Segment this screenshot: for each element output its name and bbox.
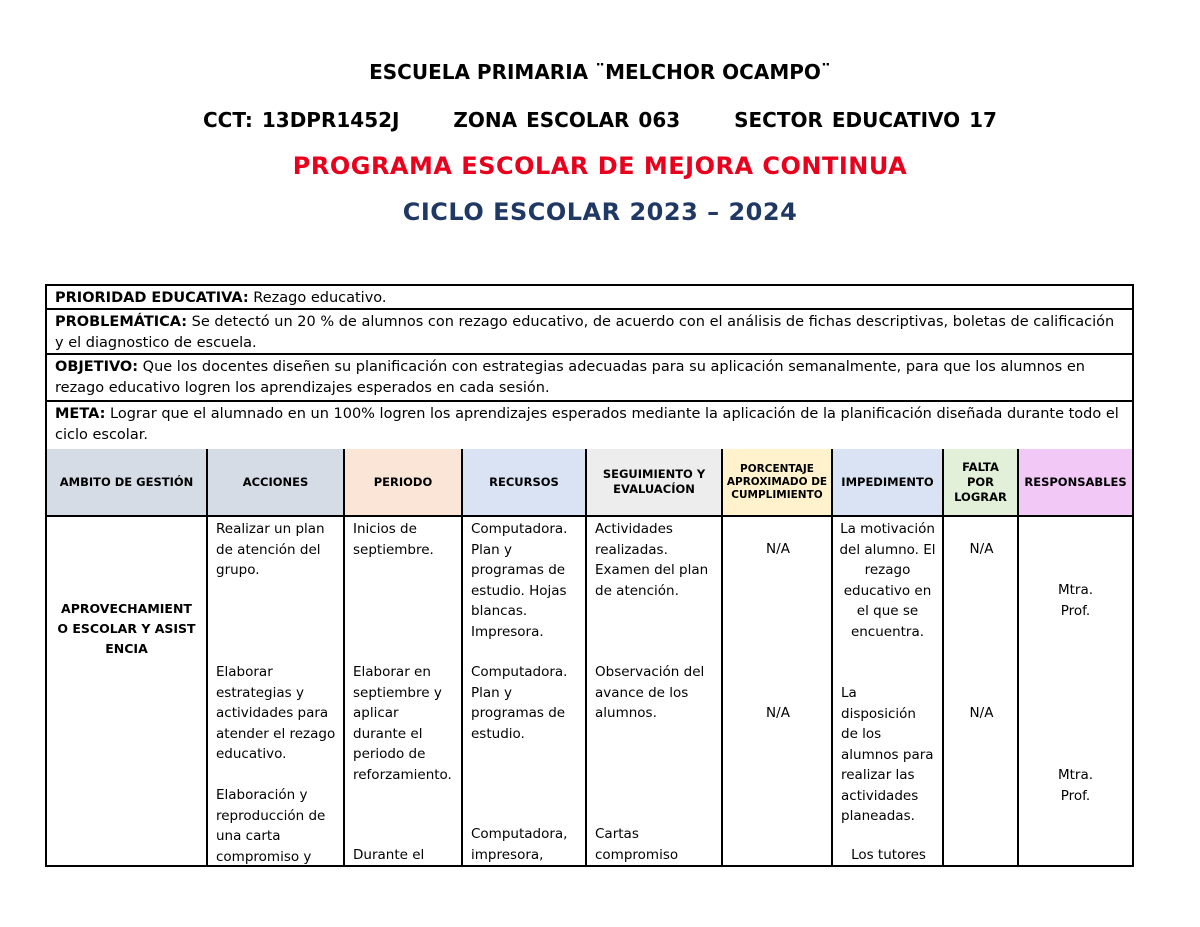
actions-grid (47, 449, 1132, 865)
col-porcentaje: PORCENTAJE APROXIMADO DE CUMPLIMIENTO (722, 449, 832, 516)
porcentaje-2: N/A (766, 705, 790, 721)
impedimento-1: La motivación del alumno. El rezago educativo en el que se encuentra. (839, 521, 936, 640)
col-falta: FALTA POR LOGRAR (943, 449, 1018, 516)
objetivo-label: OBJETIVO: (55, 359, 139, 375)
prioridad-text: Rezago educativo. (248, 290, 387, 306)
seguimiento-2: Observación del avance de los alumnos. (595, 664, 705, 721)
falta-2: N/A (969, 705, 994, 721)
zona-escolar: ZONA ESCOLAR 063 (453, 108, 681, 132)
responsable-2: Mtra. Prof. (1057, 767, 1094, 804)
seguimiento-3: Cartas compromiso (595, 826, 679, 863)
seguimiento-1: Actividades realizadas. Examen del plan de atención. (595, 521, 709, 599)
impedimento-2: La disposición de los alumnos para realizar las actividades planeadas. (841, 685, 934, 824)
porcentaje-1: N/A (766, 541, 790, 557)
ambito-cell: APROVECHAMIENTO ESCOLAR Y ASISTENCIA (57, 601, 196, 656)
sector-educativo: SECTOR EDUCATIVO 17 (734, 108, 997, 132)
program-title: PROGRAMA ESCOLAR DE MEJORA CONTINUA (292, 152, 908, 180)
plan-table (45, 284, 1134, 867)
cct-code: CCT: 13DPR1452J (203, 108, 400, 132)
recursos-1: Computadora. Plan y programas de estudio. Hojas blancas. Impresora. (471, 521, 568, 640)
prioridad-row (47, 286, 1132, 310)
accion-2: Elaborar estrategias y actividades para atender el rezago educativo. (216, 664, 336, 762)
col-periodo: PERIODO (344, 449, 462, 516)
problematica-label: PROBLEMÁTICA: (55, 314, 188, 330)
periodo-1: Inicios de septiembre. (353, 521, 434, 558)
col-acciones: ACCIONES (207, 449, 344, 516)
meta-label: META: (55, 406, 106, 422)
school-name: ESCUELA PRIMARIA ¨MELCHOR OCAMPO¨ (369, 60, 831, 84)
cycle-title: CICLO ESCOLAR 2023 – 2024 (402, 198, 798, 226)
col-impedimento: IMPEDIMENTO (832, 449, 943, 516)
col-responsables: RESPONSABLES (1018, 449, 1132, 516)
column-headers (47, 449, 1132, 516)
meta-row (47, 402, 1132, 449)
col-recursos: RECURSOS (462, 449, 586, 516)
responsable-1: Mtra. Prof. (1057, 582, 1094, 619)
objetivo-text: Que los docentes diseñen su planificación con estrategias adecuadas para su aplicación semanalmente, para que los alumnos en rezago educativo logren los aprendizajes esperados en cada sesión. (55, 359, 1085, 396)
impedimento-3: Los tutores (851, 847, 926, 863)
problematica-row (47, 310, 1132, 355)
prioridad-label: PRIORIDAD EDUCATIVA: (55, 290, 249, 306)
school-ids (0, 108, 1200, 132)
periodo-3: Durante el (353, 847, 425, 863)
falta-1: N/A (969, 541, 994, 557)
col-ambito: AMBITO DE GESTIÓN (47, 449, 207, 516)
accion-3: Elaboración y reproducción de una carta compromiso y (216, 787, 326, 865)
meta-text: Lograr que el alumnado en un 100% logren los aprendizajes esperados mediante la aplicación de la planificación diseñada durante todo el ciclo escolar. (55, 406, 1119, 443)
recursos-2: Computadora. Plan y programas de estudio. (471, 664, 568, 742)
col-seguimiento: SEGUIMIENTO Y EVALUACÍON (586, 449, 722, 516)
table-row (47, 516, 1132, 865)
recursos-3: Computadora, impresora, (471, 826, 568, 863)
periodo-2: Elaborar en septiembre y aplicar durante el periodo de reforzamiento. (353, 664, 452, 783)
accion-1: Realizar un plan de atención del grupo. (216, 521, 325, 578)
problematica-text: Se detectó un 20 % de alumnos con rezago educativo, de acuerdo con el análisis de fichas descriptivas, boletas de calificación y el diagnostico de escuela. (55, 314, 1115, 351)
objetivo-row (47, 355, 1132, 402)
